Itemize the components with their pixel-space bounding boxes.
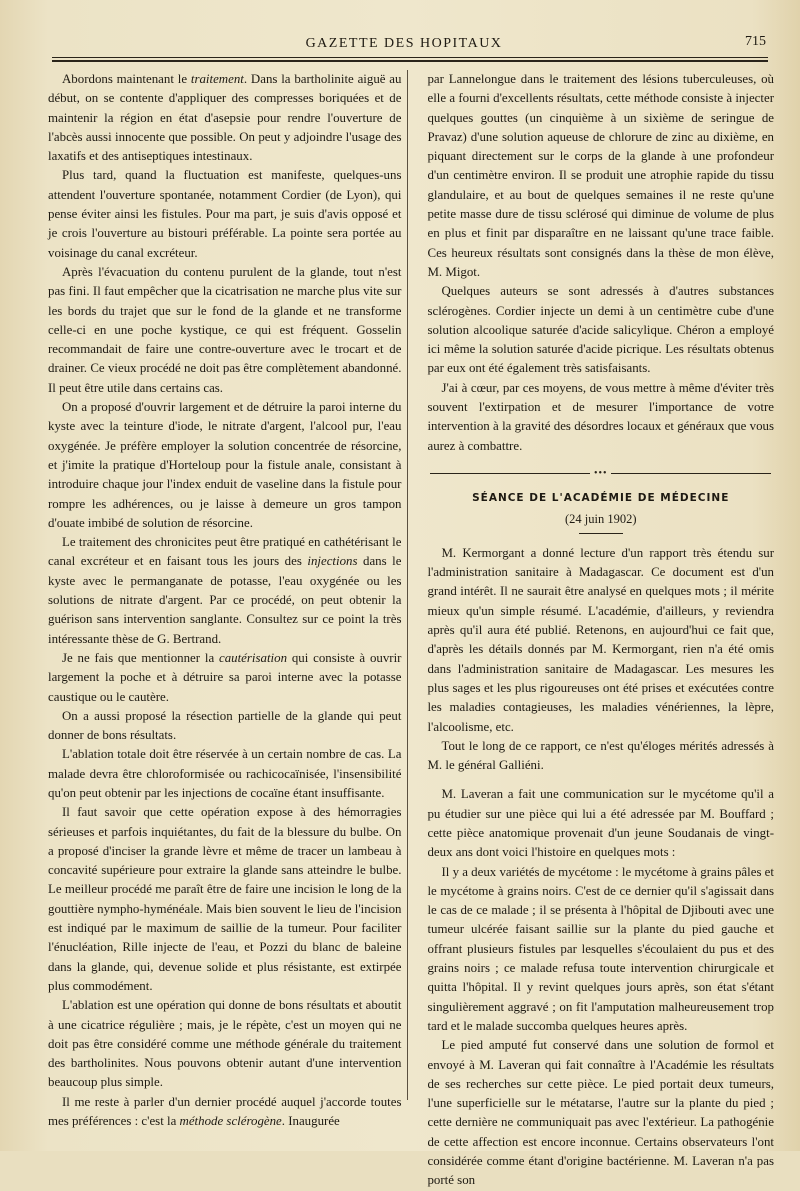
- header-rule: [52, 57, 768, 58]
- text-columns: [34, 70, 774, 1191]
- paragraph-text: L'ablation totale doit être réservée à un certain nombre de cas. La malade devra être chloroformisée ou rachicocaïnisée, l'insensibilité qu'on peut obtenir par les injections de cocaïne étant insuffisante.: [48, 747, 402, 800]
- paragraph: [48, 263, 401, 398]
- paragraph: [427, 379, 774, 456]
- paragraph-text: M. Kermorgant a donné lecture d'un rapport très étendu sur l'administration sanitaire à Madagascar. Ce document est d'un grand intérêt. Il ne saurait être analysé en quelques mots ; il mérite mieux qu'un simple résumé. L'académie, d'ailleurs, y reviendra après qu'il aura été publié. Retenons, en aujourd'hui ce fait que, d'après les détails donnés par M. Kermorgant, rien n'a été omis dans l'administration sanitaire de Madagascar. Les mesures les plus sages et les plus rigoureuses ont été prises et exécutées contre les maladies contagieuses, les maladies vénériennes, la lèpre, l'alcoolisme, etc.: [427, 545, 774, 734]
- paragraph: [48, 533, 401, 649]
- paragraph-text: . Dans la bartholinite aiguë au début, on se contente d'appliquer des compresses boriquées et de maintenir la région en état d'asepsie pour rendre l'ouverture de l'abcès aussi innocente que possible. On peut y adjoindre l'usage des laxatifs et des antiseptiques intestinaux.: [48, 72, 402, 164]
- paragraph-text: Il y a deux variétés de mycétome : le mycétome à grains pâles et le mycétome à grains noirs. C'est de ce dernier qu'il s'agissait dans le cas de ce malade ; il se présenta à l'hôpital de Djibouti avec une tumeur ulcérée faisant saillie sur la plante du pied gauche et offrant plusieurs fistules par lesquelles s'écoulaient du pus et des grains noirs ; ce malade refusa toute intervention chirurgicale et quitta l'hôpital. Il y revint quelques jours après, son état s'étant singulièrement aggravé ; on fit l'amputation malheureusement trop tard et le malade succomba quelques heures après.: [427, 864, 774, 1033]
- paragraph: [48, 745, 401, 803]
- paragraph: [427, 737, 774, 776]
- right-column: [427, 70, 774, 1191]
- paragraph-text: Abordons maintenant le: [62, 72, 191, 86]
- paragraph: [427, 1036, 774, 1190]
- emphasis-text: cautérisation: [218, 650, 288, 665]
- section-date: (24 juin 1902): [564, 511, 637, 526]
- paragraph-text: Le pied amputé fut conservé dans une solution de formol et envoyé à M. Laveran qui fait connaître à l'Académie les résultats de ses recherches sur cette pièce. Le pied portait deux tumeurs, l'une superficielle sur le métatarse, l'autre sur la plante du pied ; cette dernière ne communiquait pas avec l'extérieur. La pathogénie de cette affection est encore inconnue. Certains observateurs l'ont considérée comme étant d'origine bactérienne. M. Laveran n'a pas porté son: [427, 1038, 774, 1188]
- paragraph: [48, 398, 401, 533]
- page-header: [34, 0, 774, 62]
- paragraph-text: Le traitement des chronicites peut être pratiqué en cathétérisant le canal excréteur et en faisant tous les jours des: [48, 535, 402, 569]
- paragraph-text: Plus tard, quand la fluctuation est manifeste, quelques-uns attendent l'ouverture spontanée, notamment Cordier (de Lyon), qui pense éviter ainsi les fistules. Pour ma part, je suis d'avis opposé et je crois l'ouverture au bistouri préférable. La pointe sera portée au voisinage du canal excréteur.: [48, 168, 402, 260]
- paragraph: [48, 707, 401, 746]
- section-heading: SÉANCE DE L'ACADÉMIE DE MÉDECINE: [472, 492, 730, 505]
- paragraph-text: On a proposé d'ouvrir largement et de détruire la paroi interne du kyste avec la teinture d'iode, le nitrate d'argent, l'alcool pur, l'eau oxygénée. Je préfère employer la solution concentrée de résorcine, et j'imite la pratique d'Horteloup pour la fistule anale, consistant à introduire chaque jour l'index enduit de vaseline dans la fistule pour rompre les adhérences, ou je laisse à demeure un gros tampon d'ouate imbibé de solution de résorcine.: [48, 400, 402, 530]
- paragraph: [427, 544, 774, 737]
- paragraph: [48, 1093, 401, 1132]
- journal-title: GAZETTE DES HOPITAUX: [305, 36, 503, 51]
- paragraph-text: par Lannelongue dans le traitement des lésions tuberculeuses, où elle a fourni d'excellents résultats, cette méthode consiste à injecter quelques gouttes (un cinquième à un sixième de seringue de Pravaz) d'une solution aqueuse de chlorure de zinc au dixième, en piquant directement sur le corps de la glande à une profondeur d'un centimètre environ. Il se produit une atrophie rapide du tissu glandulaire, et au bout de quelques semaines il ne reste qu'une petite masse dure de tissu sclérosé qui diminue de volume de plus en plus et finit par disparaître en ne laissant qu'une trace faible. Ces heureux résultats sont consignés dans la thèse de mon élève, M. Migot.: [427, 72, 774, 279]
- paragraph-text: qui consiste à ouvrir largement la poche et à détruire sa paroi interne avec la potasse caustique ou le cautère.: [48, 650, 402, 704]
- paragraph-text: L'ablation est une opération qui donne de bons résultats et aboutit à une cicatrice régulière ; mais, je le répète, c'est un moyen qui ne doit pas être considéré comme une méthode générale du traitement des bartholinites. Nous pouvons obtenir autant d'une intervention beaucoup plus simple.: [48, 998, 402, 1090]
- paragraph-text: Je ne fais que mentionner la: [62, 650, 219, 665]
- emphasis-text: injections: [307, 554, 358, 569]
- left-column: [48, 70, 401, 1191]
- paragraph: [427, 785, 774, 862]
- paragraph-text: Tout le long de ce rapport, ce n'est qu'éloges mérités adressés à M. le général Galliéni.: [427, 738, 774, 773]
- paragraph: [48, 70, 401, 166]
- emphasis-text: méthode sclérogène: [179, 1114, 282, 1129]
- page-number: 715: [745, 34, 766, 49]
- paragraph: [48, 996, 401, 1092]
- paragraph: [427, 863, 774, 1037]
- header-rule-thick: [52, 60, 768, 62]
- paragraph-text: Il me reste à parler d'un dernier procédé auquel j'accorde toutes mes préférences : c'est la: [48, 1094, 402, 1129]
- paragraph: [48, 166, 401, 262]
- paragraph-text: . Inaugurée: [281, 1114, 340, 1129]
- paragraph-text: Il faut savoir que cette opération expose à des hémorragies sérieuses et parfois inquiétantes, du fait de la blessure du bulbe. On a proposé d'inciser la grande lèvre et même de tracer un lambeau à concavité supérieure pour extraire la glande sans atteindre le bulbe. Le meilleur procédé me paraît être de faire une incision le long de la gouttière nympho-hyménéale. Mais bien souvent le lieu de l'incision est indiqué par le maximum de saillie de la tumeur. Pour faciliter l'énucléation, Rille injecte de l'eau, et Pozzi du blanc de baleine dans la glande, qui, devenue solide et plus résistante, est extirpée plus commodément.: [48, 805, 402, 993]
- paragraph: [427, 282, 774, 378]
- paragraph-text: dans le kyste avec le permanganate de potasse, l'eau oxygénée ou les solutions de nitrate d'argent. Par ce procédé, on peut obtenir la guérison sans intervention sanglante. Consultez sur ce point la très intéressante thèse de G. Bertrand.: [48, 554, 402, 646]
- paragraph-text: Après l'évacuation du contenu purulent de la glande, tout n'est pas fini. Il faut empêcher que la cicatrisation ne marche plus vite sur les bords du trajet que sur le fond de la glande et ne transforme celle-ci en une poche kystique, ce qui est fréquent. Gosselin recommandait de faire une contre-ouverture avec le trocart et de drainer. Ce vieux procédé ne doit pas être complètement abandonné. Il peut être utile dans certains cas.: [48, 264, 402, 395]
- column-divider: [407, 70, 408, 1100]
- paragraph-text: M. Laveran a fait une communication sur le mycétome qu'il a pu étudier sur une pièce qui lui a été adressée par M. Bouffard ; cette pièce anatomique provenait d'un jeune Soudanais de vingt-deux ans dont voici l'histoire en quelques mots :: [427, 787, 774, 860]
- paragraph-text: Quelques auteurs se sont adressés à d'autres substances sclérogènes. Cordier injecte un demi à un centimètre cube d'une solution alcoolique saturée d'acide salicylique. Chéron a employé ici même la solution saturée d'acide picrique. Les résultats obtenus par eux ont été également très satisfaisants.: [427, 284, 774, 376]
- paragraph-text: J'ai à cœur, par ces moyens, de vous mettre à même d'éviter très souvent l'extirpation et de mesurer l'importance de votre intervention à la gravité des désordres locaux et généraux que vous aurez à combattre.: [427, 380, 774, 453]
- heading-rule: [579, 533, 623, 534]
- emphasis-text: traitement: [190, 72, 244, 86]
- right-column-top-text: [427, 70, 774, 456]
- paragraph: [48, 649, 401, 707]
- right-column-bottom-text: [427, 544, 774, 1191]
- section-separator: •••: [427, 464, 774, 483]
- paragraph: [427, 70, 774, 282]
- paragraph-text: On a aussi proposé la résection partielle de la glande qui peut donner de bons résultats.: [48, 708, 402, 743]
- paragraph: [48, 803, 401, 996]
